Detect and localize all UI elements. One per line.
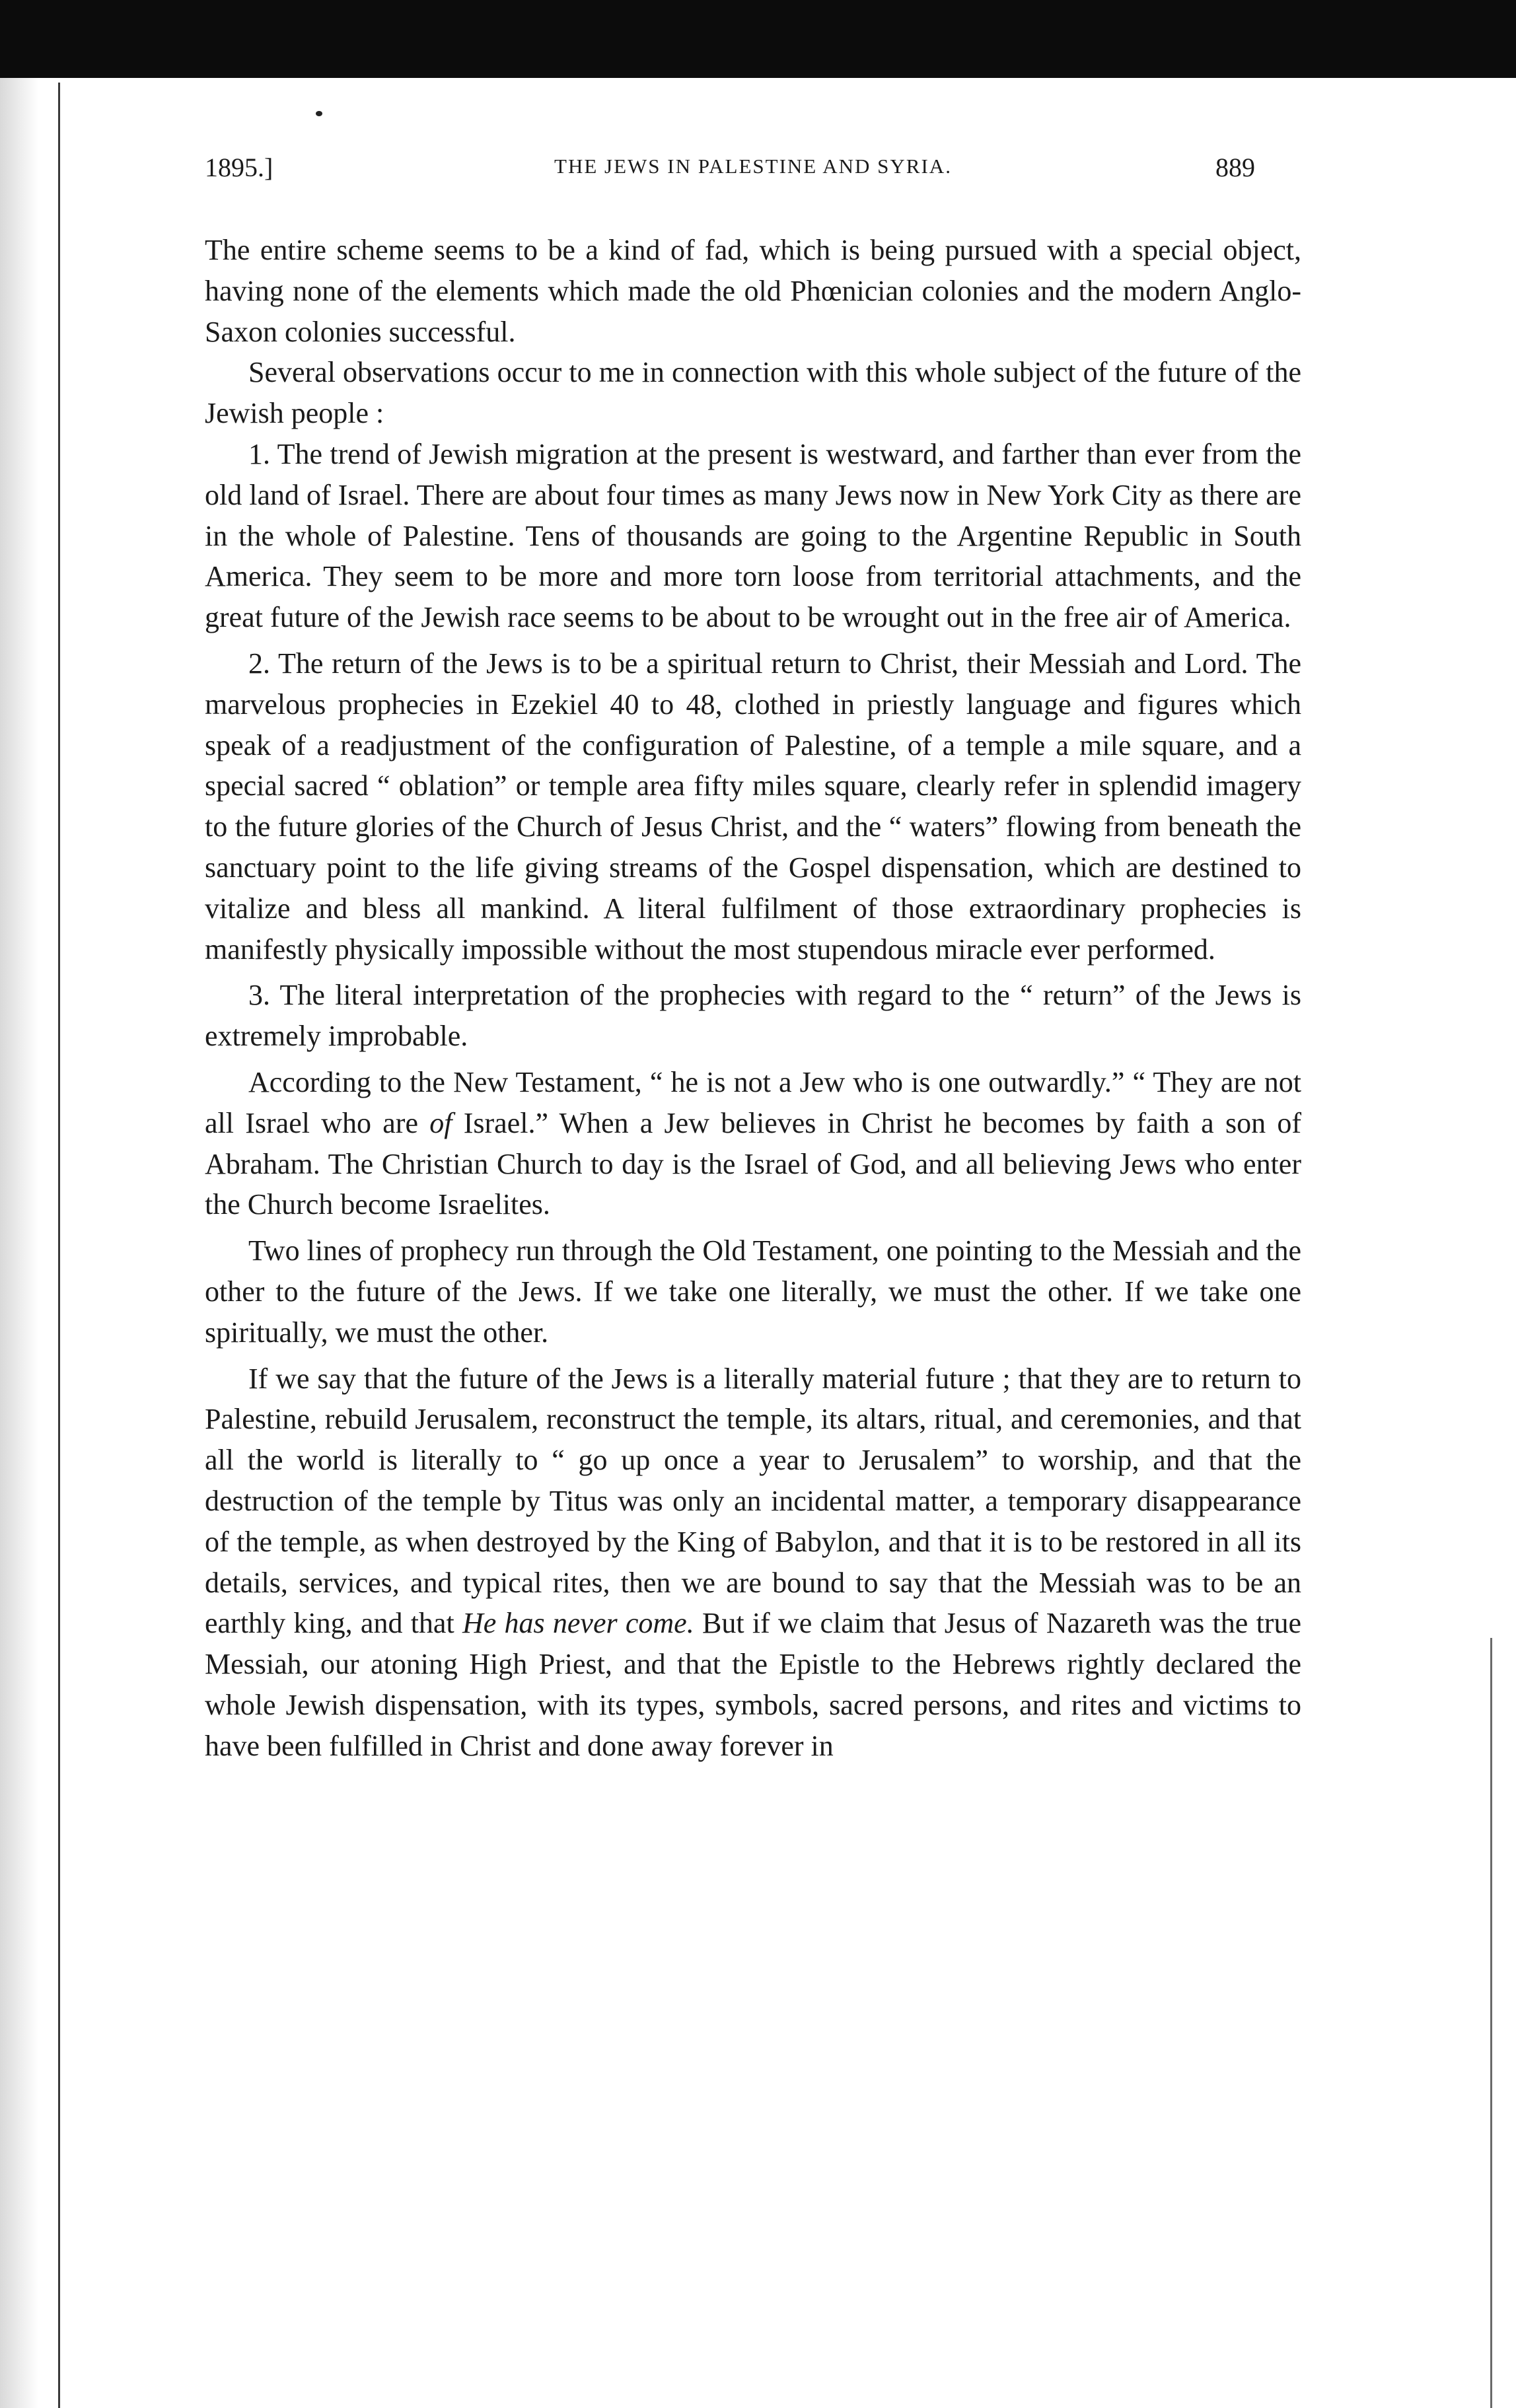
running-head — [205, 139, 1301, 192]
paragraph-new-testament-italic: of — [429, 1106, 452, 1139]
scan-top-border — [0, 0, 1516, 78]
paragraph-literal-future — [205, 1359, 1301, 1767]
paragraph-observations: Several observations occur to me in connection with this whole subject of the future of the Jewish people : — [205, 356, 1301, 430]
paragraph-two-lines: Two lines of prophecy run through the Old Testament, one pointing to the Messiah and the other to the future of the Jews. If we take one literally, we must the other. If we take one spiritually, we must the other. — [205, 1234, 1301, 1349]
scan-right-edge-line — [1490, 1638, 1492, 2408]
running-head-title: THE JEWS IN PALESTINE AND SYRIA. — [554, 155, 952, 178]
paragraph-new-testament-text-2: Israel.” When a Jew believes in Christ he becomes by faith a son of Abraham. The Christian Church to day is the Israel of God, and all believing Jews who enter the Church become Israelites. — [205, 1106, 1301, 1221]
paragraph-new-testament-text-1: According to the New Testament, “ he is not a Jew who is one outwardly.” “ They are not all Israel who are — [205, 1065, 1301, 1139]
paragraph-new-testament — [205, 1062, 1301, 1225]
body-text — [205, 230, 1301, 1766]
paragraph-fad-scheme: The entire scheme seems to be a kind of fad, which is being pursued with a special object, having none of the elements which made the old Phœnician colonies and the modern Anglo-Saxon colonies successful. — [205, 234, 1301, 348]
book-page — [205, 139, 1301, 1766]
paragraph-point-1: 1. The trend of Jewish migration at the present is westward, and farther than ever from the old land of Israel. There are about four times as many Jews now in New York City as there are in the whole of Palestine. Tens of thousands are going to the Argentine Republic in South America. They seem to be more and more torn loose from territorial attachments, and the great future of the Jewish race seems to be about to be wrought out in the free air of America. — [205, 437, 1301, 634]
paragraph-literal-future-text-1: If we say that the future of the Jews is a literally material future ; that they are to return to Palestine, rebuild Jerusalem, reconstruct the temple, its altars, ritual, and ceremonies, and that all the world is literally to “ go up once a year to Jerusalem” to worship, and that the destruction of the temple by Titus was only an incidental matter, a temporary disappearance of the temple, as when destroyed by the King of Babylon, and that it is to be restored in all its details, services, and typical rites, then we are bound to say that the Messiah was to be an earthly king, and that — [205, 1362, 1301, 1640]
scan-left-margin-shadow — [0, 78, 38, 2408]
paragraph-literal-future-text-2: But if we claim that Jesus of Nazareth was the true Messiah, our atoning High Priest, and that the Epistle to the Hebrews rightly declared the whole Jewish dispensation, with its types, symbols, sacred persons, and rites and victims to have been fulfilled in Christ and done away forever in — [205, 1607, 1301, 1762]
running-head-year: 1895.] — [205, 153, 273, 182]
scan-ink-speck — [316, 111, 322, 116]
scan-left-edge-line — [58, 83, 60, 2408]
page-number: 889 — [1215, 153, 1255, 182]
paragraph-point-2: 2. The return of the Jews is to be a spiritual return to Christ, their Messiah and Lord. The marvelous prophecies in Ezekiel 40 to 48, clothed in priestly language and figures which speak of a readjustment of the configuration of Palestine, of a temple a mile square, and a special sacred “ oblation” or temple area fifty miles square, clearly refer in splendid imagery to the future glories of the Church of Jesus Christ, and the “ waters” flowing from beneath the sanctuary point to the life giving streams of the Gospel dispensation, which are destined to vitalize and bless all mankind. A literal fulfilment of those extraordinary prophecies is manifestly physically impossible without the most stupendous miracle ever performed. — [205, 647, 1301, 966]
paragraph-literal-future-italic: He has never come. — [462, 1607, 694, 1640]
paragraph-point-3: 3. The literal interpretation of the prophecies with regard to the “ return” of the Jews is extremely improbable. — [205, 979, 1301, 1053]
